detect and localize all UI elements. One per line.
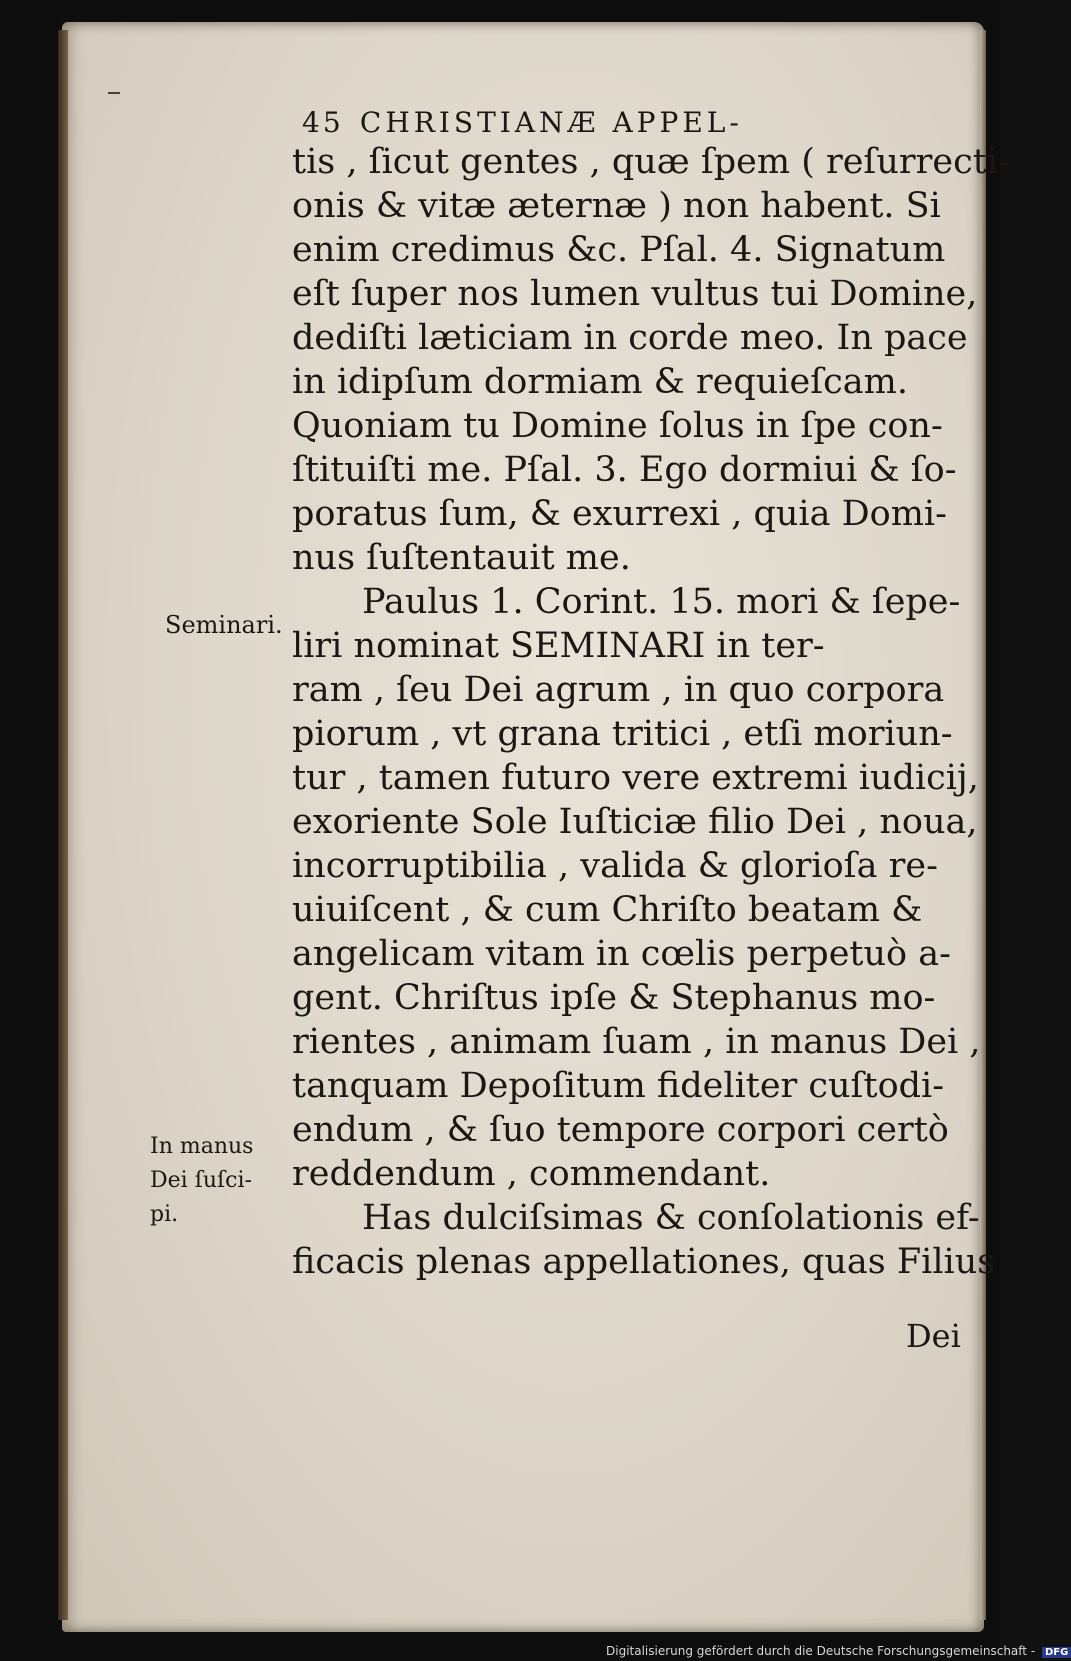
ink-mark <box>108 92 120 94</box>
marginal-note-seminari: Seminari. <box>165 611 283 639</box>
text-line: gent. Chriſtus ipſe & Stephanus mo- <box>292 978 936 1018</box>
running-header <box>302 106 982 139</box>
text-line: tis , ſicut gentes , quæ ſpem ( reſurrecti- <box>292 142 1010 182</box>
text-line: dediſti læticiam in corde meo. In pace <box>292 318 968 358</box>
text-line: rientes , animam ſuam , in manus Dei , <box>292 1022 981 1062</box>
credit-text: Digitalisierung gefördert durch die Deutsche Forschungsgemeinschaft - <box>606 1644 1036 1658</box>
text-line: Quoniam tu Domine ſolus in ſpe con- <box>292 406 943 446</box>
digitization-credit <box>606 1644 1071 1658</box>
text-line: tur , tamen futuro vere extremi iudicij, <box>292 758 979 798</box>
text-line: in idipſum dormiam & requieſcam. <box>292 362 908 402</box>
text-line: exoriente Sole Iuſticiæ filio Dei , noua, <box>292 802 978 842</box>
text-line: ficacis plenas appellationes, quas Filius <box>292 1242 996 1282</box>
marginal-note-line: Dei ſuſci- <box>150 1168 252 1193</box>
page-number: 45 <box>302 106 344 139</box>
text-line: nus ſuſtentauit me. <box>292 538 631 578</box>
page-fore-edge <box>980 30 986 1620</box>
text-line: ram , ſeu Dei agrum , in quo corpora <box>292 670 945 710</box>
text-line: liri nominat SEMINARI in ter- <box>292 626 825 666</box>
text-line: piorum , vt grana tritici , etſi moriun- <box>292 714 953 754</box>
text-line: Has dulciſsimas & conſolationis ef- <box>362 1198 980 1238</box>
text-line: angelicam vitam in cœlis perpetuò a- <box>292 934 951 974</box>
running-title: CHRISTIANÆ APPEL- <box>359 106 743 139</box>
text-line: enim credimus &c. Pſal. 4. Signatum <box>292 230 946 270</box>
text-line: poratus ſum, & exurrexi , quia Domi- <box>292 494 947 534</box>
text-line: endum , & ſuo tempore corpori certò <box>292 1110 949 1150</box>
marginal-note-line: In manus <box>150 1134 254 1159</box>
page-binding-edge <box>58 30 68 1620</box>
text-line: ſtituiſti me. Pſal. 3. Ego dormiui & ſo- <box>292 450 957 490</box>
text-line: reddendum , commendant. <box>292 1154 771 1194</box>
catchword: Dei <box>906 1317 961 1355</box>
text-line: uiuiſcent , & cum Chriſto beatam & <box>292 890 923 930</box>
dfg-logo: DFG <box>1042 1647 1071 1658</box>
marginal-note-line: pi. <box>150 1202 179 1227</box>
text-line: tanquam Depoſitum fideliter cuſtodi- <box>292 1066 945 1106</box>
text-line: Paulus 1. Corint. 15. mori & ſepe- <box>362 582 961 622</box>
text-line: eſt ſuper nos lumen vultus tui Domine, <box>292 274 978 314</box>
marginal-note-in-manus <box>150 1130 253 1232</box>
text-line: onis & vitæ æternæ ) non habent. Si <box>292 186 941 226</box>
text-line: incorruptibilia , valida & glorioſa re- <box>292 846 938 886</box>
